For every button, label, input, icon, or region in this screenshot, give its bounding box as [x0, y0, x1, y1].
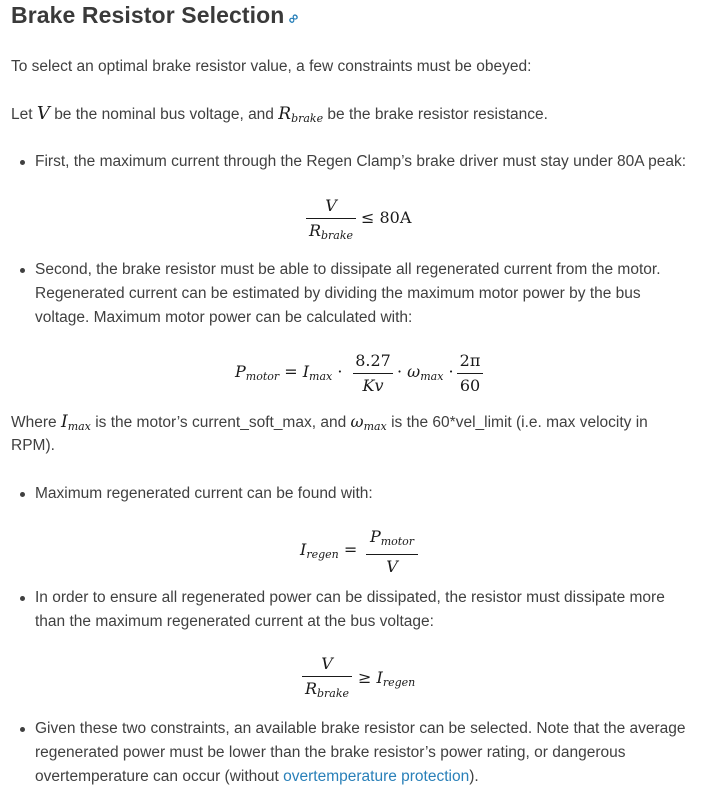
equation-3-lhs: $I_{regen}$ =: [300, 540, 358, 561]
bullet-marker: [20, 160, 25, 165]
equation-4-rhs: ≥ $I_{regen}$: [358, 668, 416, 689]
equation-2-fraction-2pi: 2π 60: [457, 352, 483, 395]
bullet-4-line-1: In order to ensure all regenerated power can be dissipated, the resistor must dissipate more: [35, 589, 665, 606]
bullet-3-text: Maximum regenerated current can be found with:: [35, 485, 373, 502]
equation-2-fraction-kv: 8.27 Kv: [353, 352, 393, 395]
definitions-paragraph: Let V be the nominal bus voltage, and $R_{brake}$ be the brake resistor resistance.: [11, 103, 548, 125]
intro-paragraph: To select an optimal brake resistor value, a few constraints must be obeyed:: [11, 58, 532, 75]
bullet-marker: [20, 268, 25, 273]
equation-2-omega: · $\omega_{max}$ ·: [397, 362, 454, 383]
bullet-5-line-3: overtemperature can occur (without overtemperature protection).: [35, 768, 479, 785]
equation-4-fraction: V $R_{brake}$: [302, 655, 352, 703]
equation-1-rhs: ≤ 80A: [361, 208, 412, 227]
equation-1-fraction: V $R_{brake}$: [306, 197, 356, 245]
bullet-2-line-3: voltage. Maximum motor power can be calculated with:: [35, 309, 413, 326]
bullet-5-line-1: Given these two constraints, an available brake resistor can be selected. Note that the average: [35, 720, 686, 737]
v-symbol: V: [36, 103, 50, 124]
where-paragraph: Where $I_{max}$ is the motor’s current_soft_max, and $\omega_{max}$ is the 60*vel_limit (i.e. max velocity in: [11, 412, 648, 433]
bullet-marker: [20, 727, 25, 732]
bullet-5-line-2: regenerated power must be lower than the brake resistor’s power rating, or dangerous: [35, 744, 626, 761]
link-icon[interactable]: ∞: [283, 8, 304, 29]
bullet-1-text: First, the maximum current through the Regen Clamp’s brake driver must stay under 80A peak:: [35, 153, 687, 170]
bullet-marker: [20, 596, 25, 601]
bullet-marker: [20, 492, 25, 497]
page-title: Brake Resistor Selection: [11, 2, 285, 28]
bullet-2-line-1: Second, the brake resistor must be able to dissipate all regenerated current from the motor.: [35, 261, 661, 278]
section-heading: [11, 2, 304, 29]
bullet-2-line-2: Regenerated current can be estimated by dividing the maximum motor power by the bus: [35, 285, 641, 302]
bullet-4-line-2: than the maximum regenerated current at the bus voltage:: [35, 613, 434, 630]
equation-2-lhs: $P_{motor} = I_{max}$ ·: [235, 362, 343, 383]
r-brake-symbol: $R_{brake}$: [278, 104, 324, 125]
equation-3-fraction: $P_{motor}$ V: [366, 528, 418, 576]
overtemperature-protection-link[interactable]: overtemperature protection: [283, 768, 470, 785]
where-paragraph-line-2: RPM).: [11, 437, 55, 454]
